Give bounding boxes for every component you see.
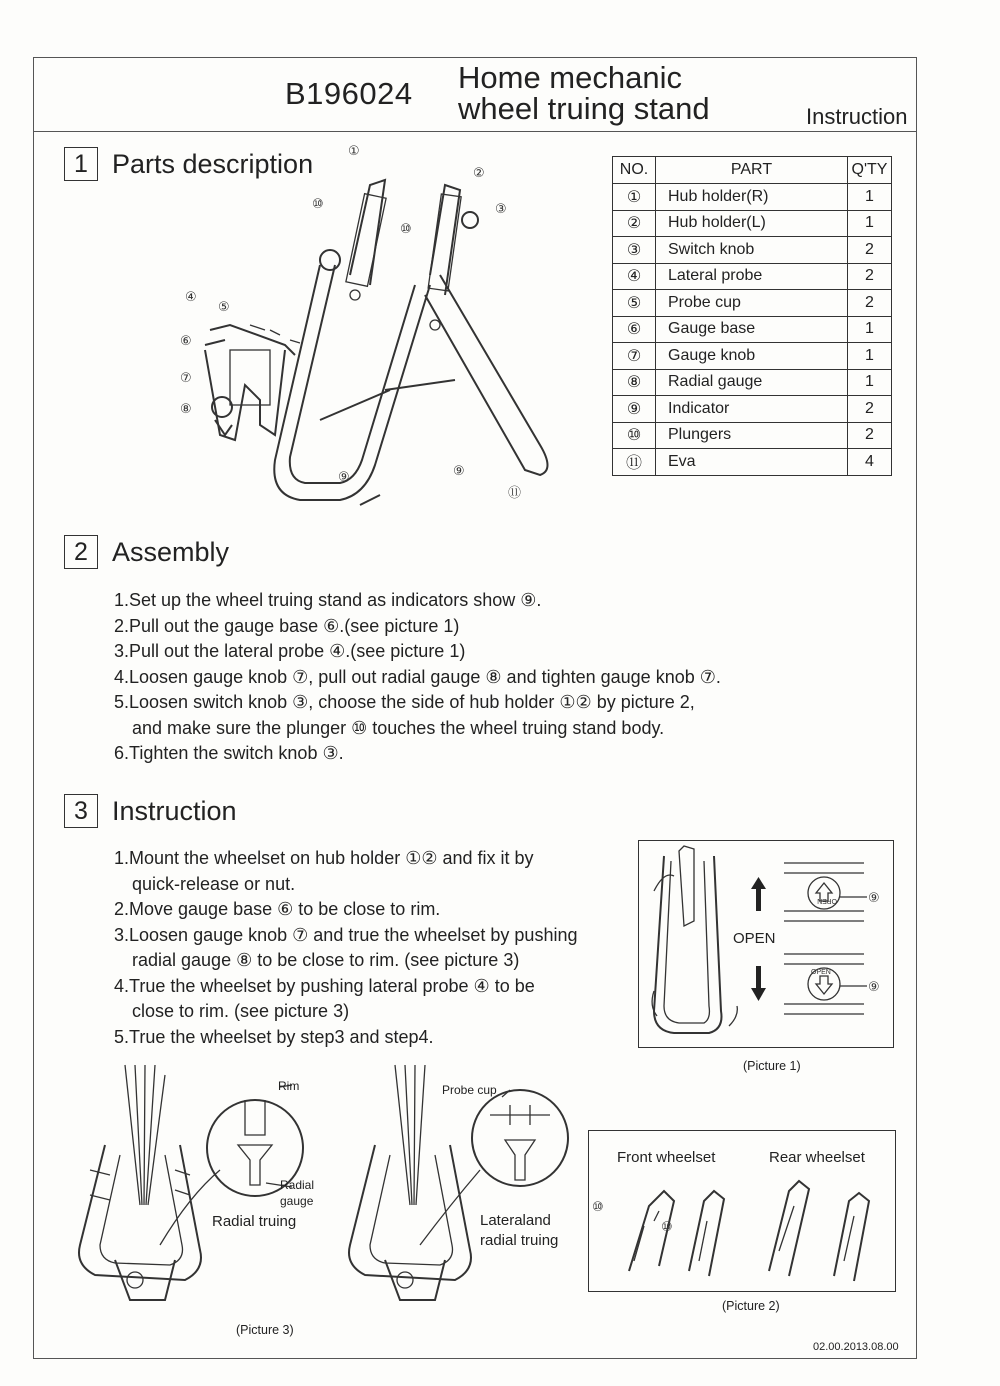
row-part: Gauge knob	[656, 343, 848, 370]
row-part: Plungers	[656, 422, 848, 449]
callout-9-bottom: ⑨	[868, 980, 880, 995]
row-part: Lateral probe	[656, 263, 848, 290]
table-row	[613, 369, 892, 396]
callout-3: ③	[495, 202, 507, 217]
table-row	[613, 184, 892, 211]
callout-4: ④	[185, 290, 197, 305]
table-row	[613, 316, 892, 343]
step-text: 2.Pull out the gauge base ⑥.(see picture 1)	[114, 615, 460, 636]
row-no: ⑥	[613, 316, 656, 343]
table-row	[613, 263, 892, 290]
callout-11: ⑪	[508, 486, 522, 501]
indicator-top-text: OPEN	[817, 897, 837, 904]
picture-3-caption: (Picture 3)	[236, 1323, 294, 1337]
row-qty: 2	[848, 263, 892, 290]
row-qty: 4	[848, 449, 892, 476]
list-item	[114, 741, 721, 767]
list-item	[114, 923, 577, 974]
step-text: 5.True the wheelset by step3 and step4.	[114, 1026, 434, 1047]
list-item	[114, 974, 577, 1025]
radial-gauge-label-2: gauge	[280, 1194, 314, 1208]
picture-2-box	[588, 1130, 896, 1292]
row-no: ①	[613, 184, 656, 211]
radial-gauge-label-1: Radial	[280, 1178, 315, 1192]
header-no: NO.	[613, 157, 656, 184]
callout-10a: ⑩	[312, 197, 324, 212]
product-code: B196024	[285, 76, 413, 111]
row-part: Indicator	[656, 396, 848, 423]
rim-label: Rim	[278, 1079, 300, 1093]
section-3-number: 3	[64, 794, 98, 828]
table-row	[613, 343, 892, 370]
header-part: PART	[656, 157, 848, 184]
callout-9b: ⑨	[453, 464, 465, 479]
title-line-1: Home mechanic	[458, 60, 682, 95]
table-row	[613, 449, 892, 476]
table-row	[613, 237, 892, 264]
rear-wheelset-label: Rear wheelset	[769, 1149, 865, 1166]
step-text: 1.Mount the wheelset on hub holder ①② and fix it by	[114, 848, 534, 868]
section-2-title: Assembly	[112, 536, 230, 567]
row-no: ④	[613, 263, 656, 290]
section-2-heading	[64, 535, 229, 569]
step-text: 3.Pull out the lateral probe ④.(see picture 1)	[114, 641, 466, 661]
row-qty: 2	[848, 396, 892, 423]
row-qty: 1	[848, 210, 892, 237]
instruction-steps	[114, 846, 577, 1050]
parts-table-header	[613, 157, 892, 184]
step-text: 3.Loosen gauge knob ⑦ and true the wheelset by pushing	[114, 924, 578, 945]
row-part: Hub holder(R)	[656, 184, 848, 211]
callout-9a: ⑨	[338, 470, 350, 485]
table-row	[613, 422, 892, 449]
row-qty: 1	[848, 184, 892, 211]
step-text: 6.Tighten the switch knob ③.	[114, 743, 344, 763]
section-1-title: Parts description	[112, 148, 314, 179]
title-line-2: wheel truing stand	[458, 91, 710, 126]
callout-10-front: ⑩	[592, 1200, 604, 1215]
list-item	[114, 846, 577, 897]
callout-6: ⑥	[180, 334, 192, 349]
callout-9-top: ⑨	[868, 891, 880, 906]
row-qty: 2	[848, 290, 892, 317]
row-no: ③	[613, 237, 656, 264]
picture-2-drawing	[589, 1131, 897, 1293]
list-item	[114, 690, 721, 741]
row-part: Gauge base	[656, 316, 848, 343]
document-title	[458, 62, 710, 124]
row-part: Eva	[656, 449, 848, 476]
callout-8: ⑧	[180, 402, 192, 417]
instruction-tag: Instruction	[806, 104, 908, 129]
row-no: ⑪	[613, 449, 656, 476]
open-label: OPEN	[733, 930, 776, 947]
row-qty: 1	[848, 343, 892, 370]
callout-10b: ⑩	[400, 222, 412, 237]
callout-5: ⑤	[218, 300, 230, 315]
list-item	[114, 1025, 577, 1051]
table-row	[613, 210, 892, 237]
assembly-steps	[114, 588, 721, 767]
row-no: ⑩	[613, 422, 656, 449]
list-item	[114, 665, 721, 691]
row-no: ②	[613, 210, 656, 237]
callout-7: ⑦	[180, 371, 192, 386]
table-row	[613, 396, 892, 423]
callout-2: ②	[473, 166, 485, 181]
row-part: Switch knob	[656, 237, 848, 264]
row-no: ⑧	[613, 369, 656, 396]
step-text-cont: radial gauge ⑧ to be close to rim. (see picture 3)	[132, 950, 520, 970]
step-text-cont: quick-release or nut.	[132, 873, 296, 894]
row-part: Probe cup	[656, 290, 848, 317]
callout-1: ①	[348, 144, 360, 159]
section-3-title: Instruction	[112, 795, 237, 826]
step-text: 4.True the wheelset by pushing lateral probe ④ to be	[114, 975, 535, 996]
table-row	[613, 290, 892, 317]
callout-10-rear: ⑩	[661, 1220, 673, 1235]
row-no: ⑦	[613, 343, 656, 370]
row-qty: 2	[848, 237, 892, 264]
lateral-label-2: radial truing	[480, 1232, 559, 1249]
lateral-label-1: Lateraland	[480, 1212, 551, 1229]
footer-version: 02.00.2013.08.00	[813, 1341, 899, 1353]
parts-table	[612, 156, 892, 476]
radial-truing-label: Radial truing	[212, 1213, 297, 1230]
header-qty: Q'TY	[848, 157, 892, 184]
row-qty: 2	[848, 422, 892, 449]
row-no: ⑨	[613, 396, 656, 423]
list-item	[114, 614, 721, 640]
row-part: Radial gauge	[656, 369, 848, 396]
front-wheelset-label: Front wheelset	[617, 1149, 716, 1166]
stand-diagram	[170, 135, 590, 515]
section-3-heading	[64, 794, 237, 828]
step-text: 4.Loosen gauge knob ⑦, pull out radial gauge ⑧ and tighten gauge knob ⑦.	[114, 666, 721, 687]
step-text-cont: close to rim. (see picture 3)	[132, 1001, 350, 1021]
indicator-bottom-text: OPEN	[811, 969, 831, 976]
picture-2-caption: (Picture 2)	[722, 1299, 780, 1313]
step-text-cont: and make sure the plunger ⑩ touches the wheel truing stand body.	[132, 717, 665, 738]
header-divider	[33, 131, 917, 132]
step-text: 2.Move gauge base ⑥ to be close to rim.	[114, 899, 441, 919]
picture-3-drawing	[70, 1065, 590, 1345]
probe-cup-label: Probe cup	[442, 1083, 497, 1097]
step-text: 1.Set up the wheel truing stand as indicators show ⑨.	[114, 590, 542, 610]
picture-1-box	[638, 840, 894, 1048]
row-no: ⑤	[613, 290, 656, 317]
row-qty: 1	[848, 369, 892, 396]
picture-1-caption: (Picture 1)	[743, 1059, 801, 1073]
list-item	[114, 897, 577, 923]
row-part: Hub holder(L)	[656, 210, 848, 237]
list-item	[114, 588, 721, 614]
section-2-number: 2	[64, 535, 98, 569]
list-item	[114, 639, 721, 665]
step-text: 5.Loosen switch knob ③, choose the side of hub holder ①② by picture 2,	[114, 692, 695, 712]
section-1-number: 1	[64, 147, 98, 181]
row-qty: 1	[848, 316, 892, 343]
